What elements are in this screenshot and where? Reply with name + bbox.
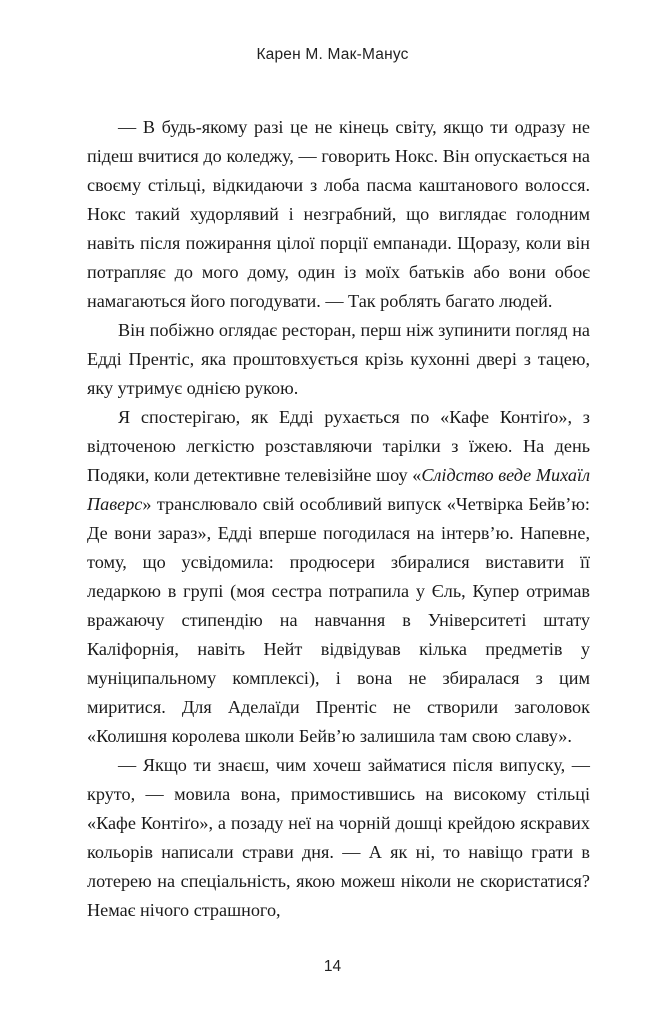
paragraph (87, 316, 590, 403)
body-text (87, 113, 590, 925)
running-head: Карен М. Мак-Манус (256, 46, 409, 63)
text-segment: » транслювало свій особливий випуск «Четвірка Бейв’ю: Де вони зараз», Едді вперше погодилася на інтерв’ю. Напевне, тому, що усвідомила: продюсери збиралися виставити її ледаркою в групі (моя сестра потрапила у Єль, Купер отримав вражаючу стипендію на навчання в Університеті штату Каліфорнія, навіть Нейт відвідував кілька предметів у муніципальному комплексі), і вона не збиралася з цим миритися. Для Аделаїди Прентіс не створили заголовок «Колишня королева школи Бейв’ю залишила там свою славу». (87, 494, 590, 746)
show-title: Слідство веде Михаїл Паверс (87, 465, 591, 514)
paragraph (87, 113, 590, 316)
text-segment: Я спостерігаю, як Едді рухається по «Кафе Контіґо», з відточеною легкістю розставляючи тарілки з їжею. На день Подяки, коли детективне телевізійне шоу « (87, 407, 590, 485)
page-number: 14 (323, 958, 342, 975)
paragraph (87, 403, 590, 751)
text-segment: — В будь-якому разі це не кінець світу, якщо ти одразу не підеш вчитися до коледжу, — говорить Нокс. Він опускається на своєму стільці, відкидаючи з лоба пасма каштанового волосся. Нокс такий худорлявий і незграбний, що виглядає голодним навіть після пожирання цілої порції емпанади. Щоразу, коли він потрапляє до мого дому, один із моїх батьків або вони обоє намагаються його погодувати. — Так роблять багато людей. (87, 117, 590, 311)
text-segment: — Якщо ти знаєш, чим хочеш займатися після випуску, — круто, — мовила вона, примостившись на високому стільці «Кафе Контіґо», а позаду неї на чорній дошці крейдою яскравих кольорів написали страви дня. — А як ні, то навіщо грати в лотерею на спеціальність, якою можеш ніколи не скористатися? Немає нічого страшного, (87, 755, 590, 920)
paragraph (87, 751, 590, 925)
text-segment: Він побіжно оглядає ресторан, перш ніж зупинити погляд на Едді Прентіс, яка проштовхується крізь кухонні двері з тацею, яку утримує однією рукою. (87, 320, 590, 398)
